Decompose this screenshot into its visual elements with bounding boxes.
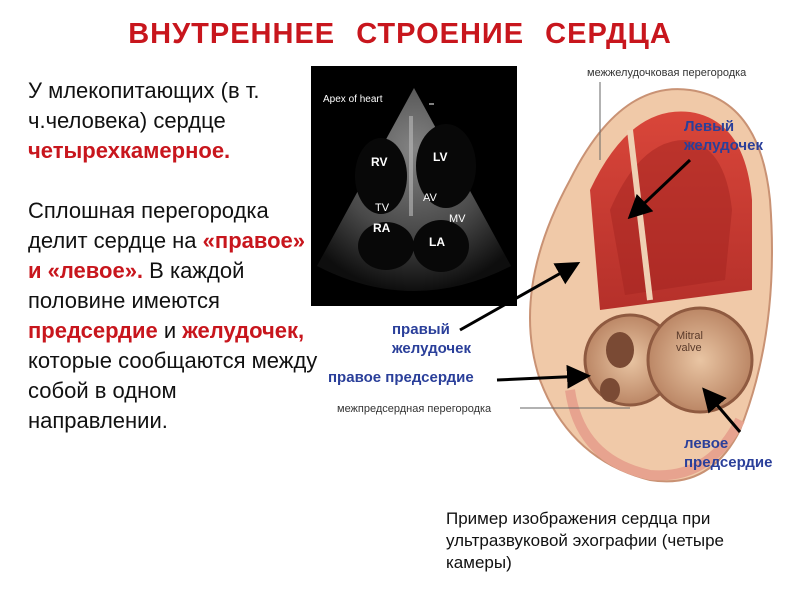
echo-label-rv: RV [371, 155, 388, 169]
p2-text-c: и [157, 318, 183, 343]
page-title: ВНУТРЕННЕЕ СТРОЕНИЕ СЕРДЦА [128, 18, 672, 50]
label-mitral-valve: Mitral valve [676, 330, 703, 354]
image-caption: Пример изображения сердца при ультразвуковой эхографии (четыре камеры) [446, 509, 725, 572]
echo-label-lv: LV [433, 150, 448, 164]
label-right-ventricle: правый желудочек [392, 321, 471, 357]
echo-label-ra: RA [373, 221, 391, 235]
p1-text: У млекопитающих (в т. ч.человека) сердце [28, 78, 260, 133]
p2-text-b: В каждой половине имеются [28, 258, 245, 313]
echo-label-mv: MV [449, 213, 466, 225]
p1-highlight: четырехкамерное. [28, 138, 231, 163]
echo-label-av: AV [423, 192, 437, 204]
label-right-atrium: правое предсердие [328, 369, 474, 386]
arrow-right-atrium [497, 376, 585, 380]
p2-highlight-atrium: предсердие [28, 318, 158, 343]
arrow-left-atrium [706, 392, 740, 432]
label-interatrial-septum: межпредсердная перегородка [337, 403, 492, 415]
arrow-right-ventricle [460, 265, 575, 330]
p2-highlight-ventricle: желудочек, [182, 318, 305, 343]
echo-label-apex: Apex of heart [323, 94, 383, 105]
p2-text-a: Сплошная перегородка делит сердце на [28, 198, 269, 253]
arrow-left-ventricle [632, 160, 690, 215]
echo-label-la: LA [429, 235, 445, 249]
p2-text-d: которые сообщаются между собой в одном направлении. [28, 348, 318, 433]
p2-highlight-sides: «правое» и «левое». [28, 228, 306, 283]
label-left-ventricle: Левый желудочек [684, 118, 763, 154]
echo-label-tv: TV [375, 202, 390, 214]
label-left-atrium: левое предсердие [684, 435, 773, 471]
label-interventricular-septum: межжелудочковая перегородка [587, 67, 747, 79]
